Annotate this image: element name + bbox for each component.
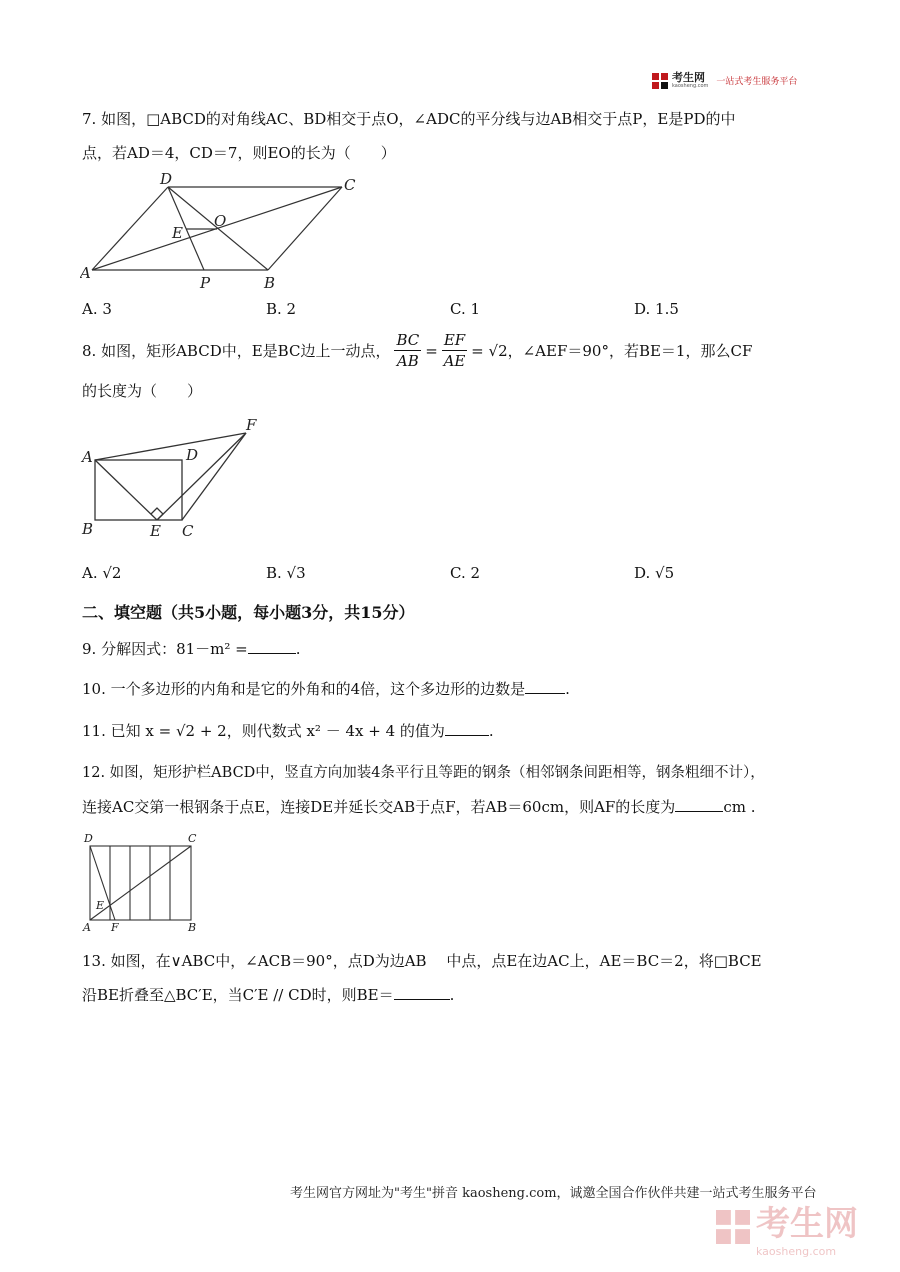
logo-domain: kaosheng.com [672,83,709,89]
q7-label-p: P [200,274,211,292]
q7-figure [80,172,360,292]
q7-label-o: O [214,212,227,230]
q7-line2: 点，若AD＝4，CD＝7，则EO的长为（ ） [82,144,396,162]
q7-option-b[interactable]: B. 2 [266,300,297,318]
q8-label-c: C [182,522,194,540]
q8-frac1-num: BC [396,331,420,349]
q8-prefix: 8. 如图，矩形ABCD中，E是BC边上一动点， [82,342,391,360]
q8-label-a: A [82,448,93,466]
q9-text: 9. 分解因式：81－m² = [82,640,248,658]
q8-right-angle-mark [151,508,163,520]
logo-name: 考生网 [672,71,705,84]
q12-figure [80,830,210,934]
q8-line1 [82,330,752,371]
q10-text: 10. 一个多边形的内角和是它的外角和的4倍，这个多边形的边数是 [82,680,526,698]
q12-line2 [82,796,755,818]
q7-label-a: A [80,264,91,282]
q12-label-b: B [188,921,197,934]
q13-line2-text: 沿BE折叠至△BC′E，当C′E // CD时，则BE＝ [82,986,394,1004]
logo-slogan: 一站式考生服务平台 [716,77,798,87]
q8-frac1-den: AB [396,352,419,370]
q8-option-c[interactable]: C. 2 [450,564,481,582]
q8-option-d[interactable]: D. √5 [634,564,675,582]
q8-label-e: E [150,522,161,540]
q8-rectangle [95,460,182,520]
q8-frac2-den: AE [443,352,466,370]
q12-label-f: F [111,921,119,934]
q11-answer-blank[interactable] [445,722,489,736]
q7-option-d[interactable]: D. 1.5 [634,300,679,318]
q12-line2-text: 连接AC交第一根钢条于点E，连接DE并延长交AB于点F，若AB＝60cm，则AF的长度为 [82,798,676,816]
q7-option-a[interactable]: A. 3 [82,300,112,318]
q8-line2: 的长度为（ ） [82,382,203,400]
q9-tail: . [295,640,301,658]
q11-text: 11. 已知 x = √2 + 2，则代数式 x² － 4x + 4 的值为 [82,722,445,740]
q13-tail: . [449,986,455,1004]
watermark-text-block [756,1196,858,1258]
section-2-title: 二、填空题（共5小题，每小题3分，共15分） [82,603,415,622]
q8-option-a[interactable]: A. √2 [82,564,122,582]
q11 [82,720,494,742]
q13-line2 [82,984,454,1006]
q8-figure [80,416,270,544]
q8-label-b: B [82,520,94,538]
q12-label-c: C [188,832,197,845]
q12-diag-ac [90,846,191,920]
q13-line1: 13. 如图，在∨ABC中，∠ACB＝90°，点D为边AB 中点，点E在边AC上，AE＝BC＝2，将□BCE [82,952,762,970]
footer-text: 考生网官方网址为"考生"拼音 kaosheng.com，诚邀全国合作伙伴共建一站式考生服务平台 [290,1186,817,1201]
q7-option-c[interactable]: C. 1 [450,300,481,318]
q12-label-e: E [96,899,105,912]
q7-label-e: E [172,224,183,242]
watermark-name: 考生网 [756,1204,858,1244]
watermark [716,1196,858,1258]
q8-label-d: D [186,446,199,464]
q11-tail: . [488,722,494,740]
q9 [82,638,301,660]
q8-suffix: = √2，∠AEF＝90°，若BE＝1，那么CF [471,342,753,360]
header-logo [652,72,797,89]
q8-frac2-num: EF [443,331,466,349]
q13-answer-blank[interactable] [394,986,450,1000]
watermark-domain: kaosheng.com [756,1245,837,1258]
q10 [82,678,570,700]
q8-fraction-2 [442,330,467,371]
q10-answer-blank[interactable] [525,680,565,694]
q8-segment-ae [95,460,157,520]
q7-line1: 7. 如图，□ABCD的对角线AC、BD相交于点O，∠ADC的平分线与边AB相交于点P，E是PD的中 [82,110,736,128]
q8-label-f: F [246,416,257,434]
q7-label-c: C [344,176,356,194]
watermark-logo-icon [716,1210,750,1244]
logo-text-block [672,72,708,89]
q8-eq: = [425,341,438,360]
q12-unit: cm . [723,798,756,816]
q10-tail: . [565,680,570,698]
q8-option-b[interactable]: B. √3 [266,564,306,582]
q12-label-a: A [83,921,91,934]
q12-answer-blank[interactable] [675,798,723,812]
q7-label-d: D [160,172,173,188]
q12-label-d: D [84,832,93,845]
kaosheng-logo-icon [652,73,668,89]
q9-answer-blank[interactable] [248,640,296,654]
q7-label-b: B [264,274,276,292]
q8-fraction-1 [394,330,421,371]
q12-line1: 12. 如图，矩形护栏ABCD中，竖直方向加装4条平行且等距的钢条（相邻钢条间距相等，钢条粗细不计）， [82,765,765,781]
